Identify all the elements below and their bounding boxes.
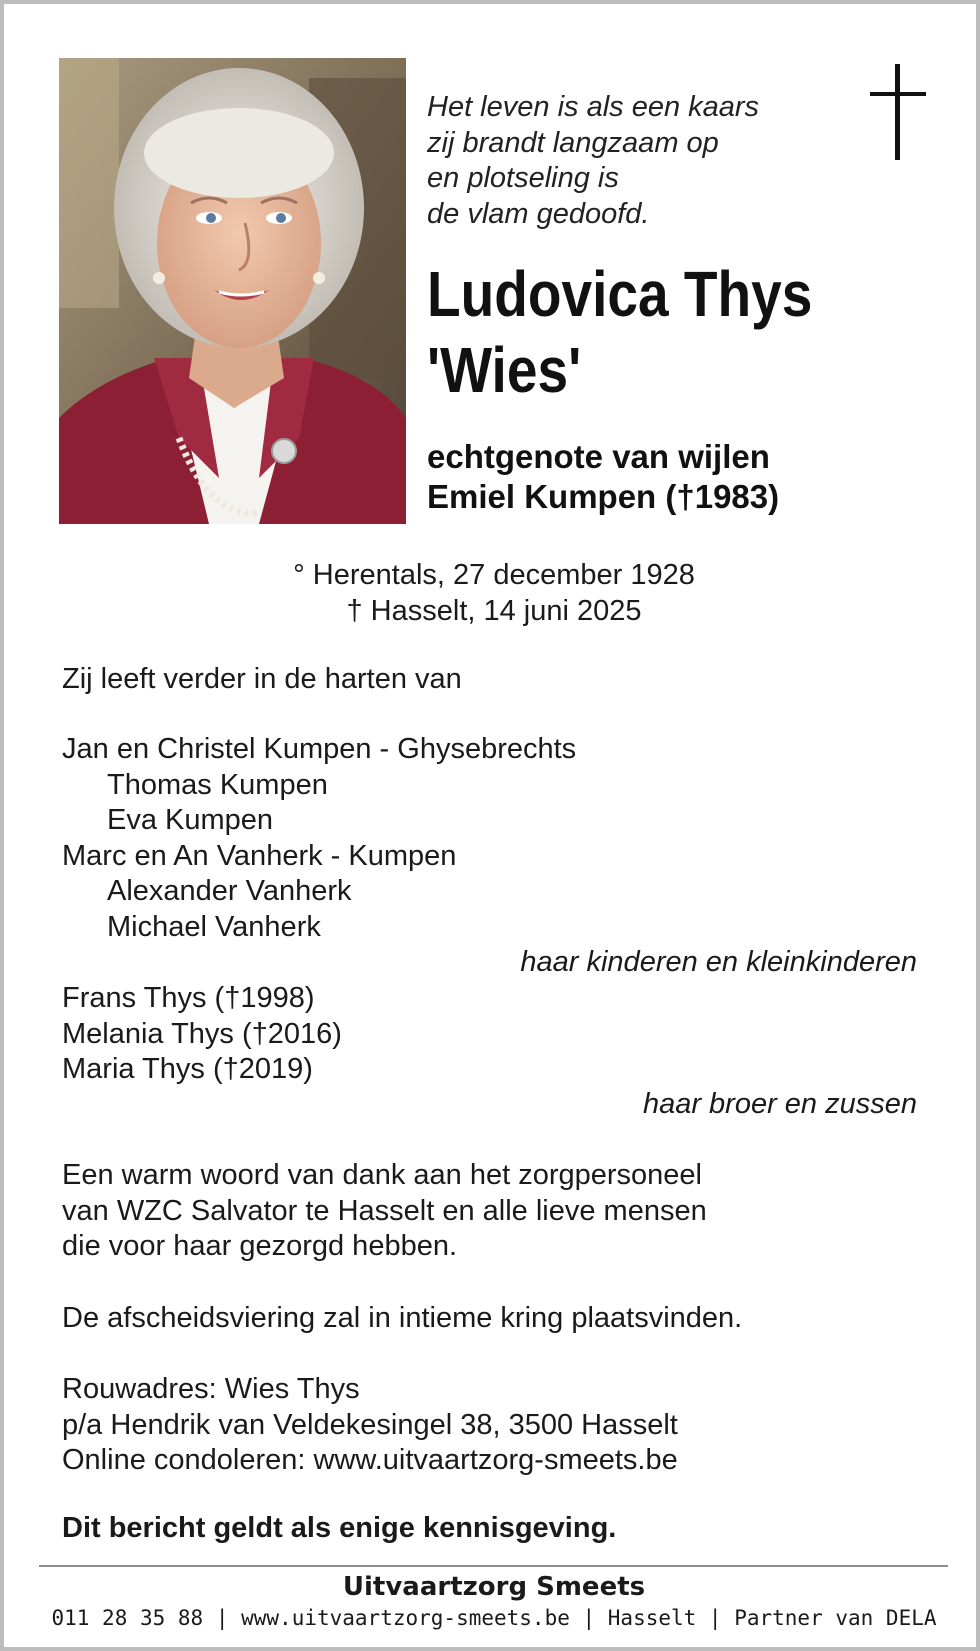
family-member: Alexander Vanherk	[107, 875, 352, 907]
poem-line: en plotseling is	[427, 162, 619, 194]
children-caption: haar kinderen en kleinkinderen	[520, 946, 917, 978]
family-member: Frans Thys (†1998)	[62, 982, 315, 1014]
footer-contact-line: 011 28 35 88 | www.uitvaartzorg-smeets.be | Hasselt | Partner van DELA	[51, 1606, 937, 1630]
spouse-block	[427, 437, 779, 517]
portrait-photo	[59, 58, 406, 524]
siblings-caption: haar broer en zussen	[642, 1088, 917, 1120]
death-date: † Hasselt, 14 juni 2025	[346, 595, 642, 627]
thanks-line: Een warm woord van dank aan het zorgpersoneel	[62, 1159, 702, 1191]
contact-line: p/a Hendrik van Veldekesingel 38, 3500 Hasselt	[62, 1408, 678, 1441]
family-member: Eva Kumpen	[107, 804, 274, 836]
footer-divider	[39, 1565, 948, 1567]
contact-block	[62, 1372, 678, 1479]
contact-line[interactable]: Online condoleren: www.uitvaartzorg-smeets.be	[62, 1444, 678, 1476]
deceased-name: Ludovica Thys	[427, 258, 813, 330]
siblings-list	[62, 981, 342, 1088]
cross-icon	[868, 64, 928, 164]
family-member: Jan en Christel Kumpen - Ghysebrechts	[62, 733, 577, 765]
footer-company: Uitvaartzorg Smeets	[342, 1572, 646, 1602]
thanks-paragraph	[62, 1158, 707, 1265]
birth-death-dates	[4, 557, 980, 629]
family-member: Michael Vanherk	[107, 910, 321, 943]
birth-date: ° Herentals, 27 december 1928	[293, 559, 695, 591]
family-member: Thomas Kumpen	[107, 768, 328, 801]
spouse-line: Emiel Kumpen (†1983)	[427, 478, 780, 515]
family-member: Melania Thys (†2016)	[62, 1017, 342, 1050]
contact-line: Rouwadres: Wies Thys	[62, 1373, 360, 1405]
poem-line: Het leven is als een kaars	[427, 91, 760, 123]
spouse-line: echtgenote van wijlen	[427, 438, 770, 475]
family-intro: Zij leeft verder in de harten van	[62, 663, 462, 695]
portrait-image	[59, 58, 406, 524]
poem	[427, 90, 759, 232]
thanks-line: van WZC Salvator te Hasselt en alle lieve mensen	[62, 1194, 707, 1227]
family-member: Marc en An Vanherk - Kumpen	[62, 839, 457, 872]
deceased-nickname: 'Wies'	[427, 334, 582, 406]
ceremony-text: De afscheidsviering zal in intieme kring plaatsvinden.	[62, 1302, 743, 1334]
poem-line: de vlam gedoofd.	[427, 197, 650, 230]
family-member: Maria Thys (†2019)	[62, 1053, 313, 1085]
notice-text: Dit bericht geldt als enige kennisgeving.	[62, 1512, 617, 1544]
poem-line: zij brandt langzaam op	[427, 126, 719, 159]
children-list	[62, 732, 576, 945]
thanks-line: die voor haar gezorgd hebben.	[62, 1230, 458, 1262]
deceased-name-block	[427, 256, 812, 408]
